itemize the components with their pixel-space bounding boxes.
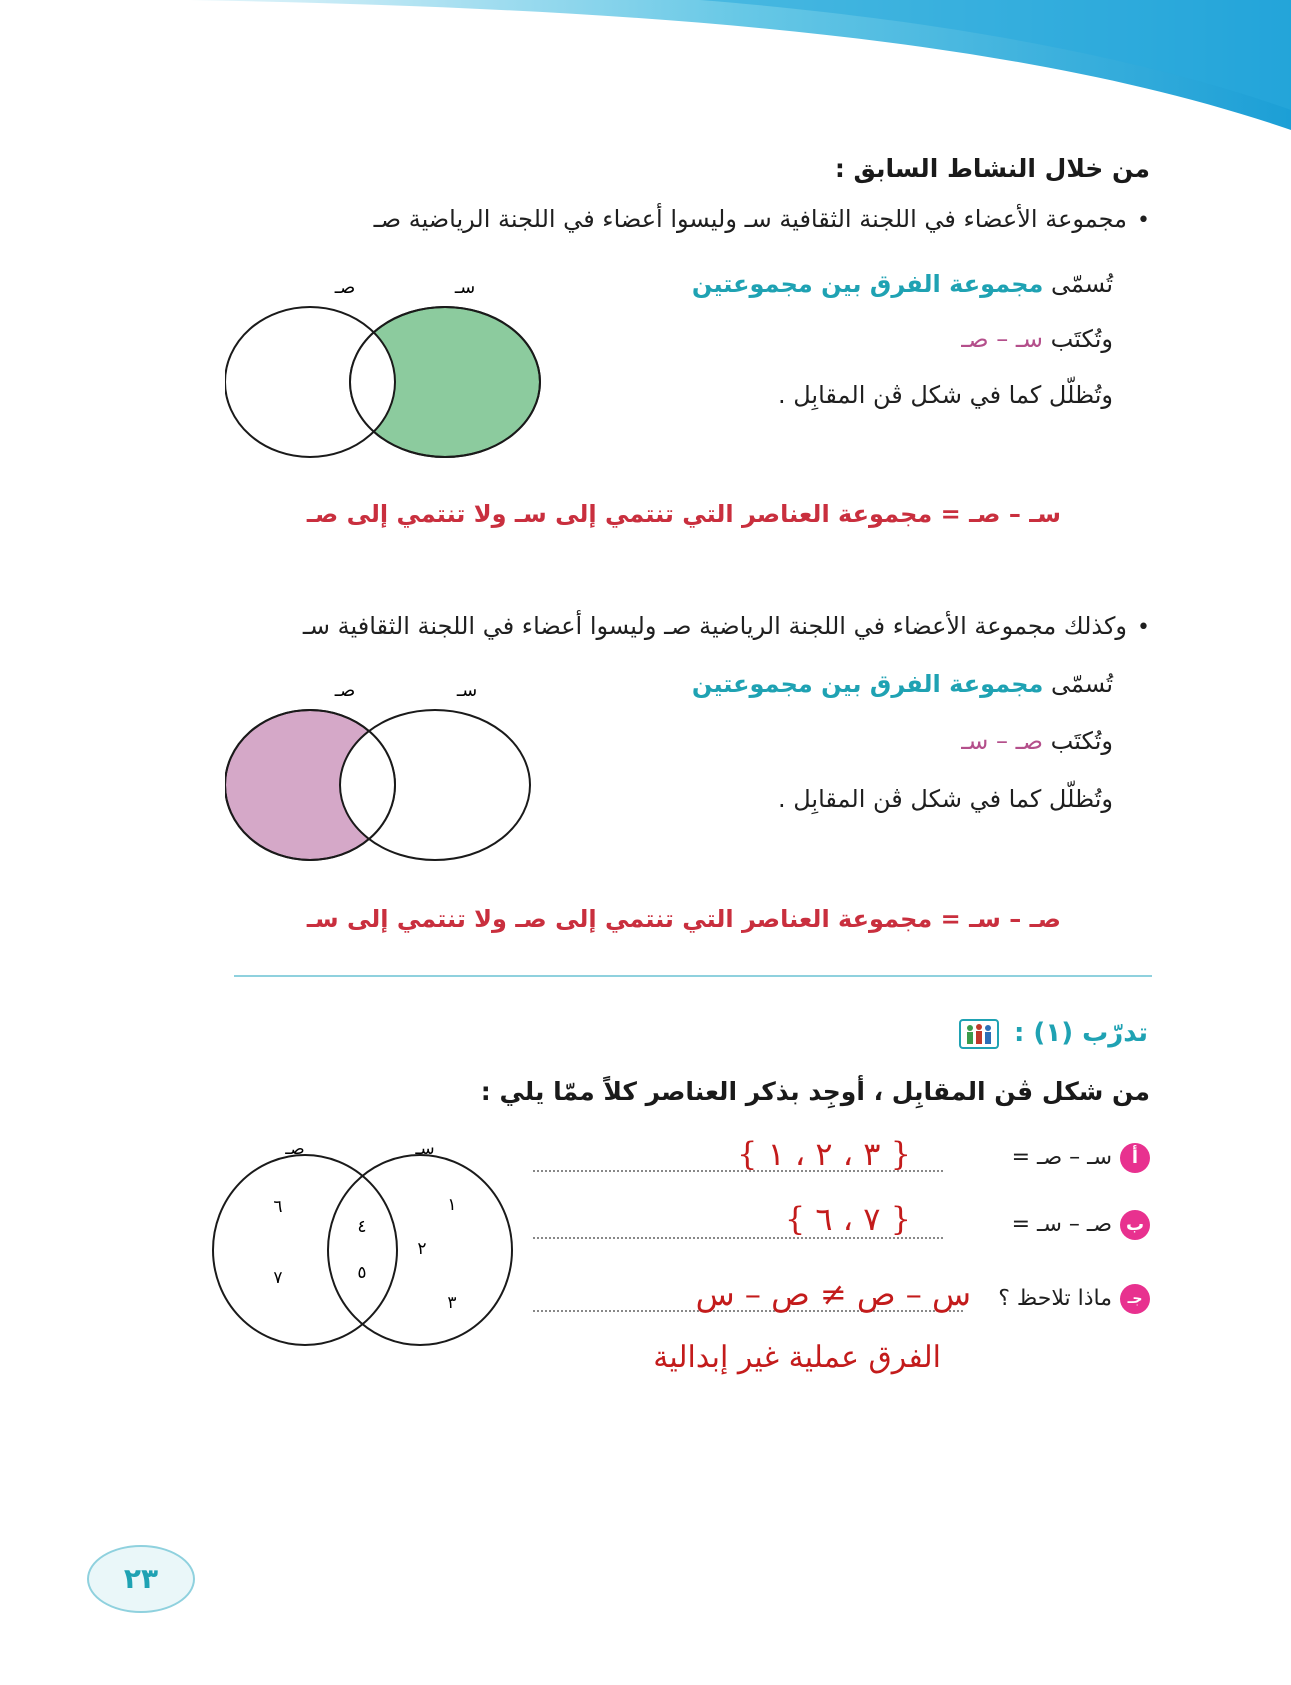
written-prefix: وتُكتَب bbox=[1050, 325, 1113, 353]
people-icon bbox=[959, 1019, 999, 1049]
element-4: ٤ bbox=[357, 1217, 367, 1237]
section1-bullet-text: مجموعة الأعضاء في اللجنة الثقافية سـ وليسوا أعضاء في اللجنة الرياضية صـ bbox=[373, 205, 1128, 233]
answer-c: س – ص ≠ ص – س bbox=[695, 1275, 971, 1313]
section1-written bbox=[961, 325, 1113, 353]
question-c bbox=[998, 1284, 1150, 1314]
training-title-text: تدرّب (١) : bbox=[1013, 1018, 1148, 1048]
named-term: مجموعة الفرق بين مجموعتين bbox=[691, 670, 1044, 698]
question-c-expr: ماذا تلاحظ ؟ bbox=[998, 1286, 1112, 1311]
answer-b: { ٧ ، ٦ } bbox=[784, 1200, 911, 1238]
venn2-right-label: سـ bbox=[456, 680, 478, 701]
element-3: ٣ bbox=[447, 1293, 457, 1313]
venn3-left-label: صـ bbox=[285, 1140, 305, 1159]
element-2: ٢ bbox=[417, 1239, 427, 1259]
element-1: ١ bbox=[447, 1195, 457, 1215]
venn1-right-label: سـ bbox=[454, 277, 476, 298]
section1-bullet bbox=[374, 205, 1150, 233]
venn-diagram-1 bbox=[225, 275, 605, 465]
named-term: مجموعة الفرق بين مجموعتين bbox=[691, 270, 1044, 298]
named-prefix: تُسمّى bbox=[1051, 270, 1113, 298]
training-instruction: من شكل ڤن المقابِل ، أوجِد بذكر العناصر كلاً ممّا يلي : bbox=[480, 1077, 1150, 1106]
venn-diagram-3 bbox=[210, 1140, 520, 1350]
bullet-dot: • bbox=[1137, 208, 1150, 233]
section2-written bbox=[961, 727, 1113, 755]
element-7: ٧ bbox=[273, 1268, 283, 1288]
section1-named bbox=[692, 270, 1113, 298]
element-5: ٥ bbox=[357, 1263, 367, 1283]
written-expr: صـ – سـ bbox=[961, 727, 1044, 755]
element-6: ٦ bbox=[273, 1197, 283, 1217]
section2-shaded-text: وتُظلّل كما في شكل ڤن المقابِل . bbox=[777, 785, 1113, 813]
question-a bbox=[1012, 1143, 1150, 1173]
written-expr: سـ – صـ bbox=[961, 325, 1044, 353]
named-prefix: تُسمّى bbox=[1051, 670, 1113, 698]
header-wave bbox=[0, 0, 1291, 160]
section1-shaded-text: وتُظلّل كما في شكل ڤن المقابِل . bbox=[777, 381, 1113, 409]
section2-bullet bbox=[303, 612, 1150, 640]
venn-diagram-2 bbox=[225, 680, 605, 870]
section2-named bbox=[692, 670, 1113, 698]
question-b-expr: صـ – سـ = bbox=[1011, 1212, 1112, 1237]
venn2-left-label: صـ bbox=[334, 680, 356, 701]
page-number: ٢٣ bbox=[87, 1545, 195, 1613]
written-prefix: وتُكتَب bbox=[1050, 727, 1113, 755]
badge-b: ب bbox=[1120, 1210, 1150, 1240]
section2-formula: صـ – سـ = مجموعة العناصر التي تنتمي إلى صـ ولا تنتمي إلى سـ bbox=[306, 905, 1061, 933]
bullet-dot: • bbox=[1137, 615, 1150, 640]
section-divider bbox=[234, 975, 1152, 977]
section2-bullet-text: وكذلك مجموعة الأعضاء في اللجنة الرياضية صـ وليسوا أعضاء في اللجنة الثقافية سـ bbox=[302, 612, 1128, 640]
question-b bbox=[1012, 1210, 1150, 1240]
intro-text: من خلال النشاط السابق : bbox=[834, 154, 1150, 183]
question-a-expr: سـ – صـ = bbox=[1011, 1145, 1112, 1170]
venn1-left-label: صـ bbox=[334, 277, 356, 298]
badge-c: جـ bbox=[1120, 1284, 1150, 1314]
observation-note: الفرق عملية غير إبدالية bbox=[653, 1340, 941, 1375]
venn3-right-label: سـ bbox=[415, 1140, 435, 1159]
section1-formula: سـ – صـ = مجموعة العناصر التي تنتمي إلى سـ ولا تنتمي إلى صـ bbox=[306, 500, 1061, 528]
badge-a: أ bbox=[1120, 1143, 1150, 1173]
answer-a: { ٣ ، ٢ ، ١ } bbox=[737, 1135, 911, 1173]
venn3-left-circle bbox=[213, 1155, 397, 1345]
training-title bbox=[959, 1018, 1148, 1049]
